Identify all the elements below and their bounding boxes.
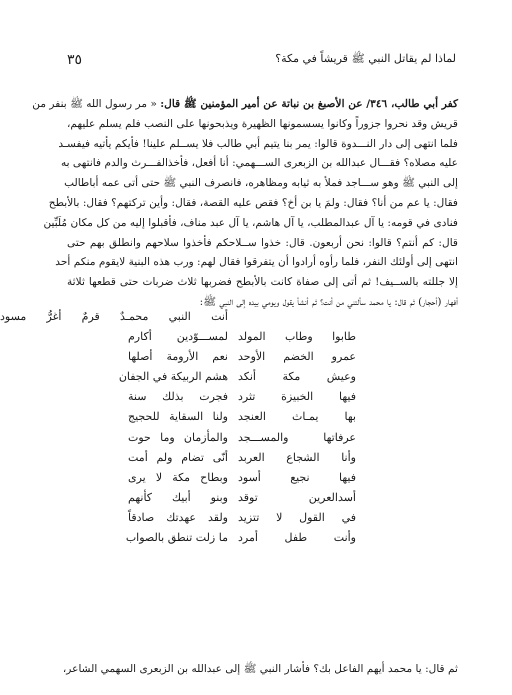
prose-line: انتهى إلى أولئك النفر، فلما رأوه أرادوا أن يتفرقوا فقال لهم: ورب هذه البنية لايقوم منكم أحد (55, 256, 458, 269)
prose-line: فقال: يا عم من أنا؟ فقال: ولمَ يا بن أخ؟ فقص عليه القصة، فقال: وأين تركتهم؟ فقال: بالأبطح (48, 196, 458, 209)
verse-hemistich-2: فيها نجيع أسود (238, 470, 356, 484)
prose-line: إلى النبي ﷺ وهو ســـاجد فملأ به ثيابه ومظاهره، فانصرف النبي ﷺ حتى أتى عمه أباطالب (64, 177, 458, 190)
running-header (67, 52, 456, 68)
verse-hemistich-2: فيها الخبيزة تثرد (238, 390, 356, 404)
verse-line (15, 387, 512, 407)
prose-line: فلما انتهى إلى دار النـــدوة قالوا: يمر بنا يتيم أبي طالب فلا يســلم علينا! فأيكم يأتيه فيفسـد (58, 137, 458, 150)
verse-hemistich-1: فجرت بذلك سنة (128, 390, 228, 404)
verse-line (0, 307, 512, 327)
running-title: لماذا لم يقاتل النبي ﷺ قريشاً في مكة؟ (275, 52, 456, 65)
verse-hemistich-2: طابوا وطاب المولد (238, 330, 356, 344)
prose-line: كفر أبي طالب، ٣٤٦/ عن الأصبغ بن نباتة عن أمير المؤمنين ﷺ قال: « مر رسول الله ﷺ بنفر من (32, 98, 458, 110)
verse-hemistich-1: نعم الأرومة أصلها (128, 350, 228, 364)
closing-line: ثم قال: يا محمد أيهم الفاعل بك؟ فأشار النبي ﷺ إلى عبدالله بن الزبعرى السهمي الشاعر، (62, 663, 458, 675)
verse-hemistich-2: وعيش مكة أنكد (238, 370, 356, 384)
verse-hemistich-2: أسدالعرين توقد (238, 490, 356, 504)
verse-line (15, 327, 512, 347)
verse-hemistich-1: والمأزمان وما حوت (128, 430, 228, 444)
prose-line: عليه مصلاه؟ فقـــال عبدالله بن الزبعرى الســـهمي: أنا أفعل، فأخذالفـــرث والدم فانتهى به (60, 157, 458, 170)
prose-line: قريش وقد نحروا جزوراً وكانوا يسسمونها الظهيرة ويذبحونها على النصب فلم يسلم عليهم، (67, 117, 458, 130)
verse-hemistich-2: بها يمـاث العنجد (238, 410, 356, 424)
verse-line (15, 508, 512, 528)
verse-line (15, 428, 512, 448)
verse-hemistich-2: عرفاتها والمســـجد (238, 430, 356, 444)
prose-line: إلا جللته بالســيف! ثم أتى إلى صفاة كانت بالأبطح فضربها ثلاث ضربات حتى قطعها ثلاثة (67, 276, 458, 289)
poem (0, 307, 512, 548)
verse-hemistich-1: ولقد عهدتك صادقاً (128, 510, 228, 524)
verse-hemistich-1: أنّى تضام ولم أمت (128, 450, 228, 464)
verse-line (15, 528, 512, 548)
verse-hemistich-1: ولنا السقاية للحجيج (128, 410, 228, 424)
verse-hemistich-2: وأنت طفل أمرد (238, 531, 356, 545)
prose-line: أفهار (أحجار) ثم قال: يا محمد سألتني من أنت؟ ثم أنشأ يقول ويومي بيده إلى النبي ﷺ: (199, 295, 458, 308)
verse-hemistich-1: وبنو أبيك كأنهم (128, 490, 228, 504)
verse-line (15, 347, 512, 367)
page-number: ٣٥ (67, 52, 83, 68)
prose-line: فنادى في قومه: يا آل عبدالمطلب، يا آل هاشم، يا آل عبد مناف، فأقبلوا إليه من كل مكان مُلَبِّين (43, 216, 458, 229)
verse-line (15, 448, 512, 468)
verse-hemistich-2: عمرو الخضم الأوحد (238, 350, 356, 364)
verse-hemistich-1: وبطاح مكة لا يرى (128, 470, 228, 484)
hadith-source: كفر أبي طالب، ٣٤٦/ عن الأصبغ بن نباتة عن أمير المؤمنين ﷺ قال: (160, 98, 458, 110)
verse-line (15, 367, 512, 387)
verse-hemistich-2: في القول لا تتزيد (238, 510, 356, 524)
verse-line (15, 488, 512, 508)
verse-line (15, 407, 512, 427)
body-text (32, 95, 458, 313)
prose-line: قال: كم أنتم؟ قالوا: نحن أربعون. قال: خذوا ســلاحكم فأخذوا سلاحهم وانطلق بهم حتى (67, 236, 458, 249)
verse-hemistich-1: أنت النبي محمـدٌ قرمٌ أغرُّ مسود (0, 310, 228, 323)
verse-hemistich-1: ما زلت تنطق بالصواب (125, 531, 228, 545)
verse-hemistich-2: وأنا الشجاع العربد (238, 450, 356, 464)
verse-line (15, 468, 512, 488)
verse-hemistich-1: هشم الربيكة في الجفان (118, 370, 228, 384)
verse-hemistich-1: لمســـوّدين أكارم (128, 330, 228, 344)
